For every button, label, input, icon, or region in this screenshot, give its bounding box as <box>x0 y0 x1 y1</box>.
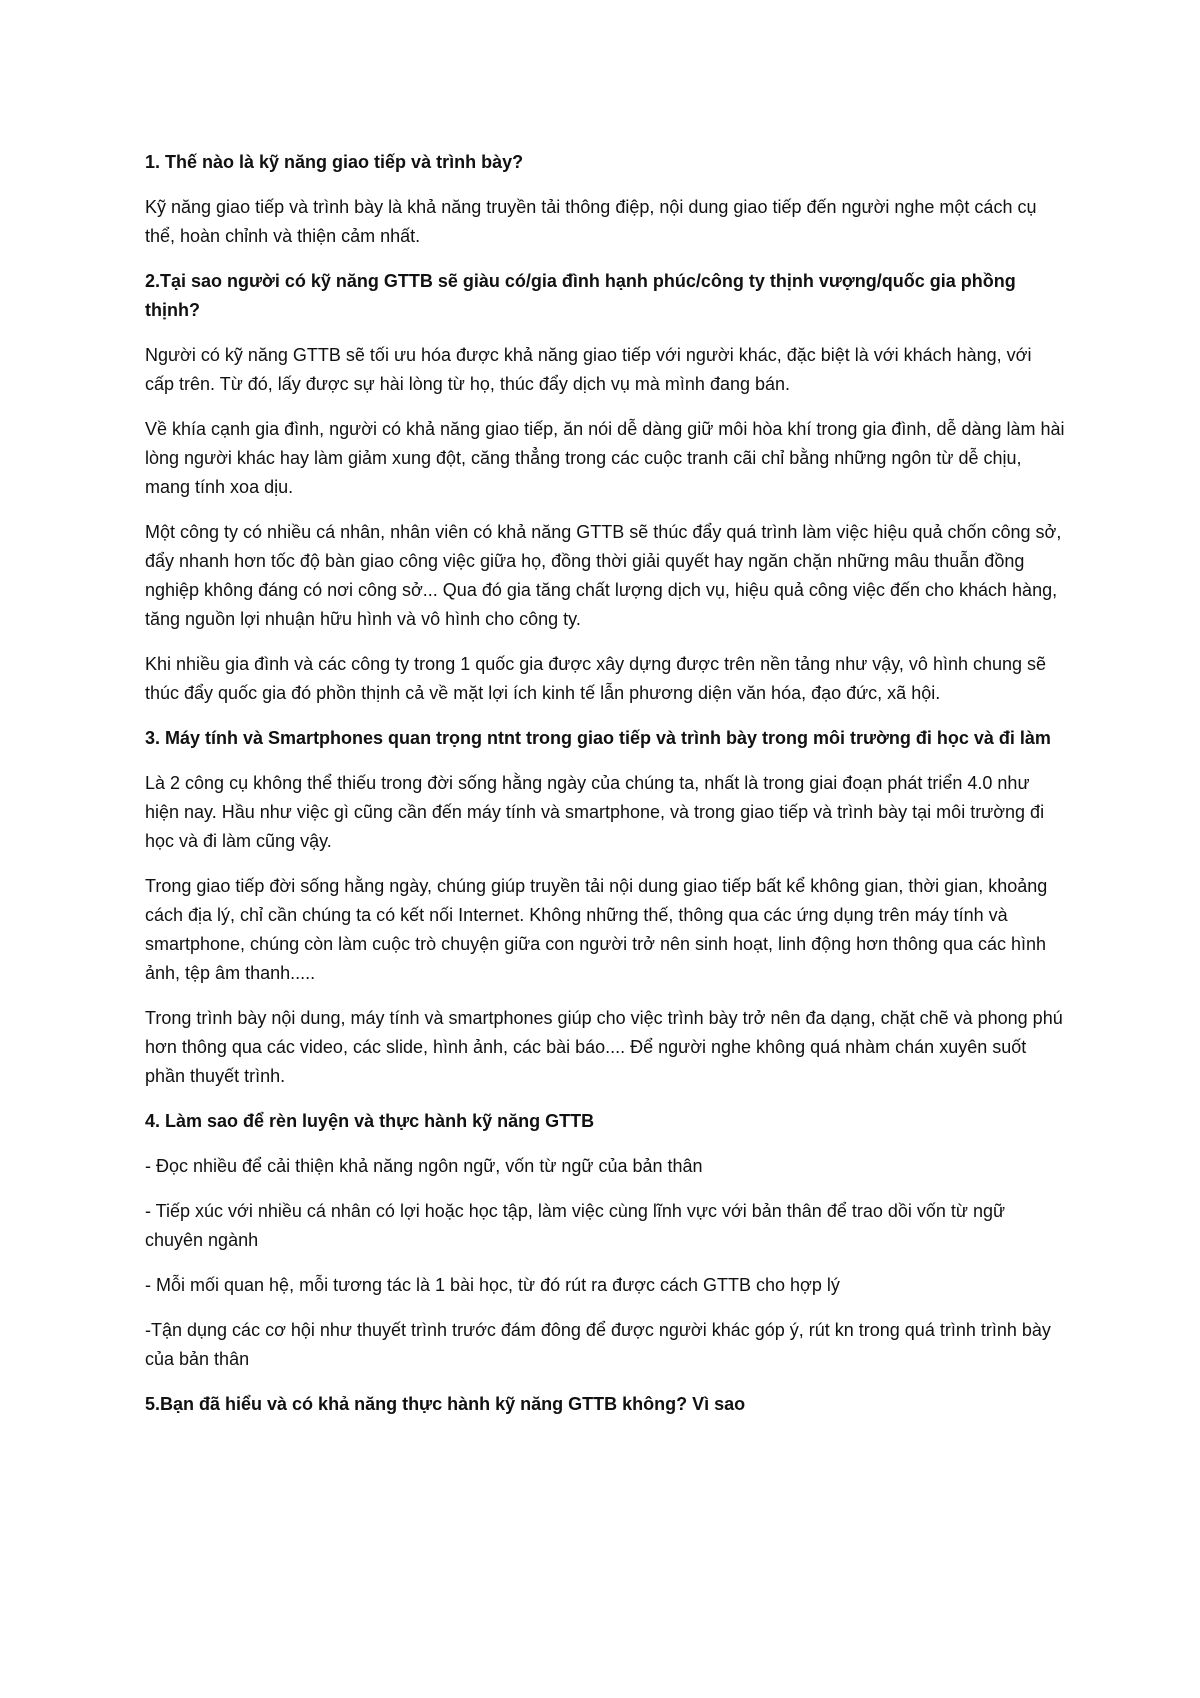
answer-2-paragraph-2: Về khía cạnh gia đình, người có khả năng giao tiếp, ăn nói dễ dàng giữ môi hòa khí trong gia đình, dễ dàng làm hài lòng người khác hay làm giảm xung đột, căng thẳng trong các cuộc tranh cãi chỉ bằng những ngôn từ dễ chịu, mang tính xoa dịu. <box>145 419 1065 497</box>
answer-2-paragraph-3: Một công ty có nhiều cá nhân, nhân viên có khả năng GTTB sẽ thúc đẩy quá trình làm việc hiệu quả chốn công sở, đẩy nhanh hơn tốc độ bàn giao công việc giữa họ, đồng thời giải quyết hay ngăn chặn những mâu thuẫn đồng nghiệp không đáng có nơi công sở... Qua đó gia tăng chất lượng dịch vụ, hiệu quả công việc đến cho khách hàng, tăng nguồn lợi nhuận hữu hình và vô hình cho công ty. <box>145 522 1062 629</box>
answer-4-item-1: - Đọc nhiều để cải thiện khả năng ngôn ngữ, vốn từ ngữ của bản thân <box>145 1156 703 1176</box>
answer-2-paragraph-1: Người có kỹ năng GTTB sẽ tối ưu hóa được khả năng giao tiếp với người khác, đặc biệt là với khách hàng, với cấp trên. Từ đó, lấy được sự hài lòng từ họ, thúc đẩy dịch vụ mà mình đang bán. <box>145 345 1032 394</box>
question-3-heading: 3. Máy tính và Smartphones quan trọng ntnt trong giao tiếp và trình bày trong môi trường đi học và đi làm <box>145 728 1051 748</box>
answer-3-paragraph-1: Là 2 công cụ không thể thiếu trong đời sống hằng ngày của chúng ta, nhất là trong giai đoạn phát triển 4.0 như hiện nay. Hầu như việc gì cũng cần đến máy tính và smartphone, và trong giao tiếp và trình bày tại môi trường đi học và đi làm cũng vậy. <box>145 773 1045 851</box>
document-body <box>145 148 1065 1435</box>
answer-3-paragraph-2: Trong giao tiếp đời sống hằng ngày, chúng giúp truyền tải nội dung giao tiếp bất kể không gian, thời gian, khoảng cách địa lý, chỉ cần chúng ta có kết nối Internet. Không những thế, thông qua các ứng dụng trên máy tính và smartphone, chúng còn làm cuộc trò chuyện giữa con người trở nên sinh hoạt, linh động hơn thông qua các hình ảnh, tệp âm thanh..... <box>145 876 1048 983</box>
answer-4-item-3: - Mỗi mối quan hệ, mỗi tương tác là 1 bài học, từ đó rút ra được cách GTTB cho hợp lý <box>145 1275 840 1295</box>
question-1-heading: 1. Thế nào là kỹ năng giao tiếp và trình bày? <box>145 152 524 172</box>
question-4-heading: 4. Làm sao để rèn luyện và thực hành kỹ năng GTTB <box>145 1111 595 1131</box>
answer-4-item-4: -Tận dụng các cơ hội như thuyết trình trước đám đông để được người khác góp ý, rút kn trong quá trình trình bày của bản thân <box>145 1320 1051 1369</box>
answer-3-paragraph-3: Trong trình bày nội dung, máy tính và smartphones giúp cho việc trình bày trở nên đa dạng, chặt chẽ và phong phú hơn thông qua các video, các slide, hình ảnh, các bài báo.... Để người nghe không quá nhàm chán xuyên suốt phần thuyết trình. <box>145 1008 1063 1086</box>
answer-1-paragraph-1: Kỹ năng giao tiếp và trình bày là khả năng truyền tải thông điệp, nội dung giao tiếp đến người nghe một cách cụ thể, hoàn chỉnh và thiện cảm nhất. <box>145 197 1037 246</box>
question-2-heading: 2.Tại sao người có kỹ năng GTTB sẽ giàu có/gia đình hạnh phúc/công ty thịnh vượng/quốc gia phồng thịnh? <box>145 271 1016 320</box>
answer-4-item-2: - Tiếp xúc với nhiều cá nhân có lợi hoặc học tập, làm việc cùng lĩnh vực với bản thân để trao dồi vốn từ ngữ chuyên ngành <box>145 1201 1006 1250</box>
question-5-heading: 5.Bạn đã hiểu và có khả năng thực hành kỹ năng GTTB không? Vì sao <box>145 1394 746 1414</box>
answer-2-paragraph-4: Khi nhiều gia đình và các công ty trong 1 quốc gia được xây dựng được trên nền tảng như vậy, vô hình chung sẽ thúc đẩy quốc gia đó phồn thịnh cả về mặt lợi ích kinh tế lẫn phương diện văn hóa, đạo đức, xã hội. <box>145 654 1047 703</box>
